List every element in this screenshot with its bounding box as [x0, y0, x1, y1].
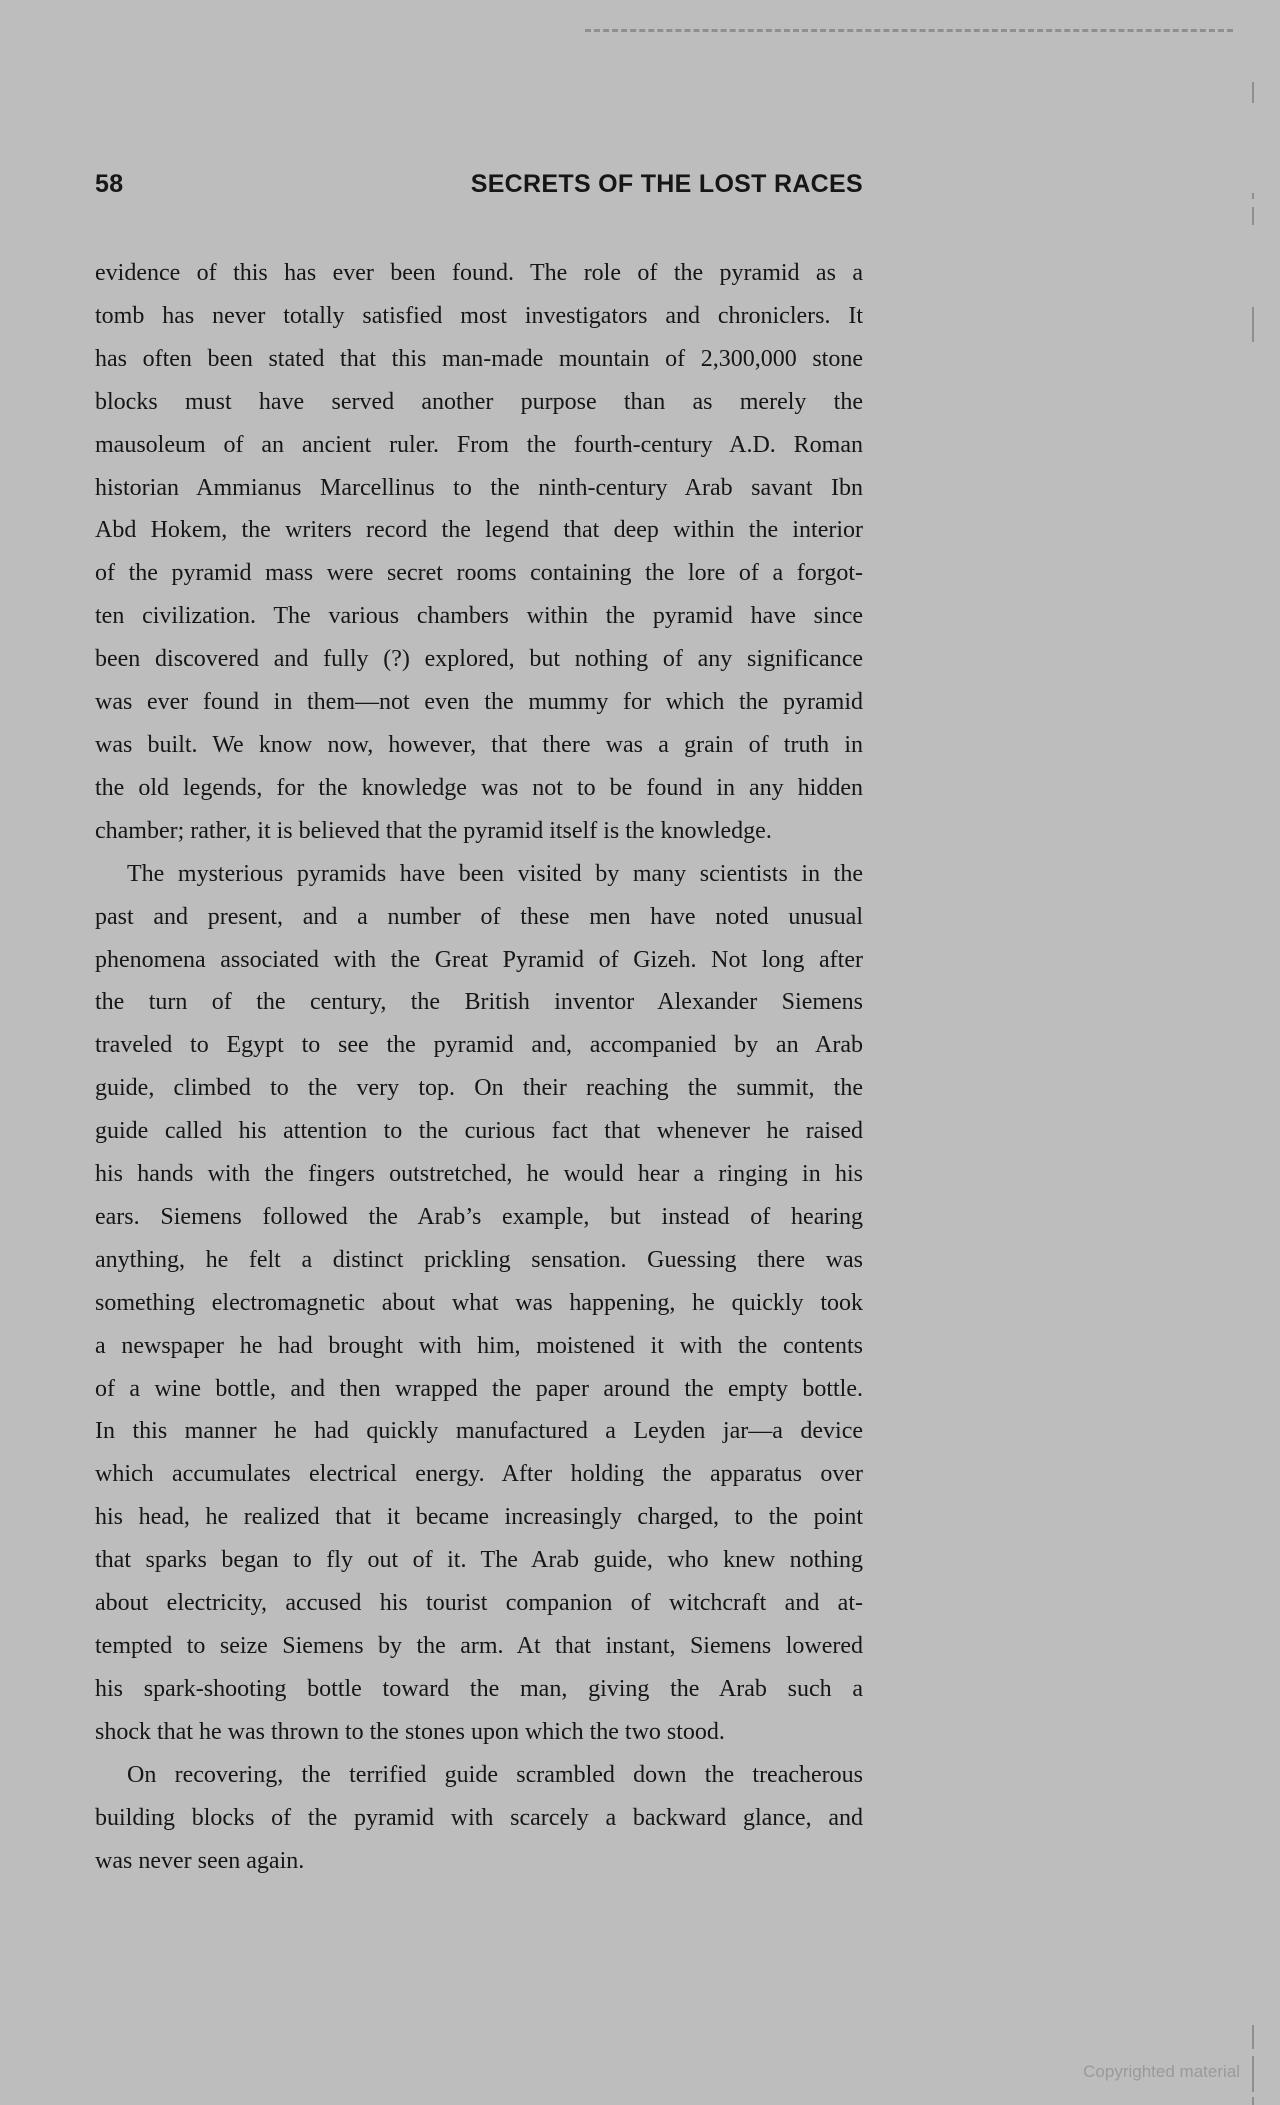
page-header [95, 170, 863, 199]
text-line: shock that he was thrown to the stones upon which the two stood. [95, 1718, 725, 1745]
scan-artifact-tick [1252, 307, 1254, 342]
copyright-watermark: Copyrighted material [1083, 2062, 1240, 2081]
text-line: his spark-shooting bottle toward the man, giving the Arab such a [95, 1675, 863, 1702]
text-line: mausoleum of an ancient ruler. From the fourth-century A.D. Roman [95, 431, 863, 458]
text-line: anything, he felt a distinct prickling sensation. Guessing there was [95, 1246, 863, 1273]
text-line: his hands with the fingers outstretched, he would hear a ringing in his [95, 1161, 863, 1188]
text-line: past and present, and a number of these men have noted unusual [95, 903, 863, 930]
text-line: In this manner he had quickly manufactured a Leyden jar—a device [95, 1418, 863, 1445]
text-line: ears. Siemens followed the Arab’s example, but instead of hearing [95, 1203, 863, 1230]
text-line: phenomena associated with the Great Pyramid of Gizeh. Not long after [95, 946, 863, 973]
text-line: was never seen again. [95, 1847, 305, 1874]
text-line: Abd Hokem, the writers record the legend that deep within the interior [95, 517, 863, 544]
text-line: evidence of this has ever been found. The role of the pyramid as a [95, 260, 863, 286]
scan-artifact-dashed-line [585, 29, 1233, 32]
text-line: his head, he realized that it became increasingly charged, to the point [95, 1504, 863, 1531]
text-line: guide, climbed to the very top. On their reaching the summit, the [95, 1075, 863, 1102]
text-line: the old legends, for the knowledge was not to be found in any hidden [95, 774, 863, 801]
text-line: historian Ammianus Marcellinus to the ninth-century Arab savant Ibn [95, 474, 863, 501]
page-number: 58 [95, 170, 124, 198]
text-line: guide called his attention to the curious fact that whenever he raised [95, 1118, 863, 1145]
text-line: been discovered and fully (?) explored, but nothing of any significance [95, 646, 863, 673]
text-line: building blocks of the pyramid with scarcely a backward glance, and [95, 1804, 863, 1831]
text-line: blocks must have served another purpose than as merely the [95, 388, 863, 415]
text-line: of the pyramid mass were secret rooms containing the lore of a forgot- [95, 560, 863, 587]
scan-artifact-tick [1252, 207, 1254, 225]
text-line: has often been stated that this man-made mountain of 2,300,000 stone [95, 345, 863, 372]
text-line: was built. We know now, however, that there was a grain of truth in [95, 731, 863, 758]
text-line: traveled to Egypt to see the pyramid and, accompanied by an Arab [95, 1032, 863, 1059]
scan-artifact-tick [1252, 193, 1254, 199]
text-line: tomb has never totally satisfied most investigators and chroniclers. It [95, 302, 863, 329]
text-line: something electromagnetic about what was happening, he quickly took [95, 1289, 863, 1316]
running-title: SECRETS OF THE LOST RACES [470, 170, 863, 198]
text-line: about electricity, accused his tourist companion of witchcraft and at- [95, 1590, 863, 1617]
body-text [95, 252, 863, 1882]
text-line: The mysterious pyramids have been visited by many scientists in the [127, 860, 863, 887]
text-line: tempted to seize Siemens by the arm. At that instant, Siemens lowered [95, 1633, 863, 1659]
text-line: the turn of the century, the British inventor Alexander Siemens [95, 989, 863, 1016]
scan-artifact-tick [1252, 2056, 1254, 2092]
text-line: which accumulates electrical energy. After holding the apparatus over [95, 1461, 863, 1488]
scan-artifact-tick [1252, 2025, 1254, 2049]
text-line: was ever found in them—not even the mummy for which the pyramid [95, 689, 863, 716]
text-line: On recovering, the terrified guide scrambled down the treacherous [127, 1761, 863, 1788]
text-line: ten civilization. The various chambers within the pyramid have since [95, 603, 863, 630]
text-line: that sparks began to fly out of it. The Arab guide, who knew nothing [95, 1547, 863, 1574]
text-line: a newspaper he had brought with him, moistened it with the contents [95, 1332, 863, 1359]
text-line: chamber; rather, it is believed that the pyramid itself is the knowledge. [95, 817, 772, 844]
scan-artifact-tick [1252, 2097, 1254, 2105]
text-line: of a wine bottle, and then wrapped the paper around the empty bottle. [95, 1375, 863, 1402]
scan-artifact-tick [1252, 82, 1254, 103]
